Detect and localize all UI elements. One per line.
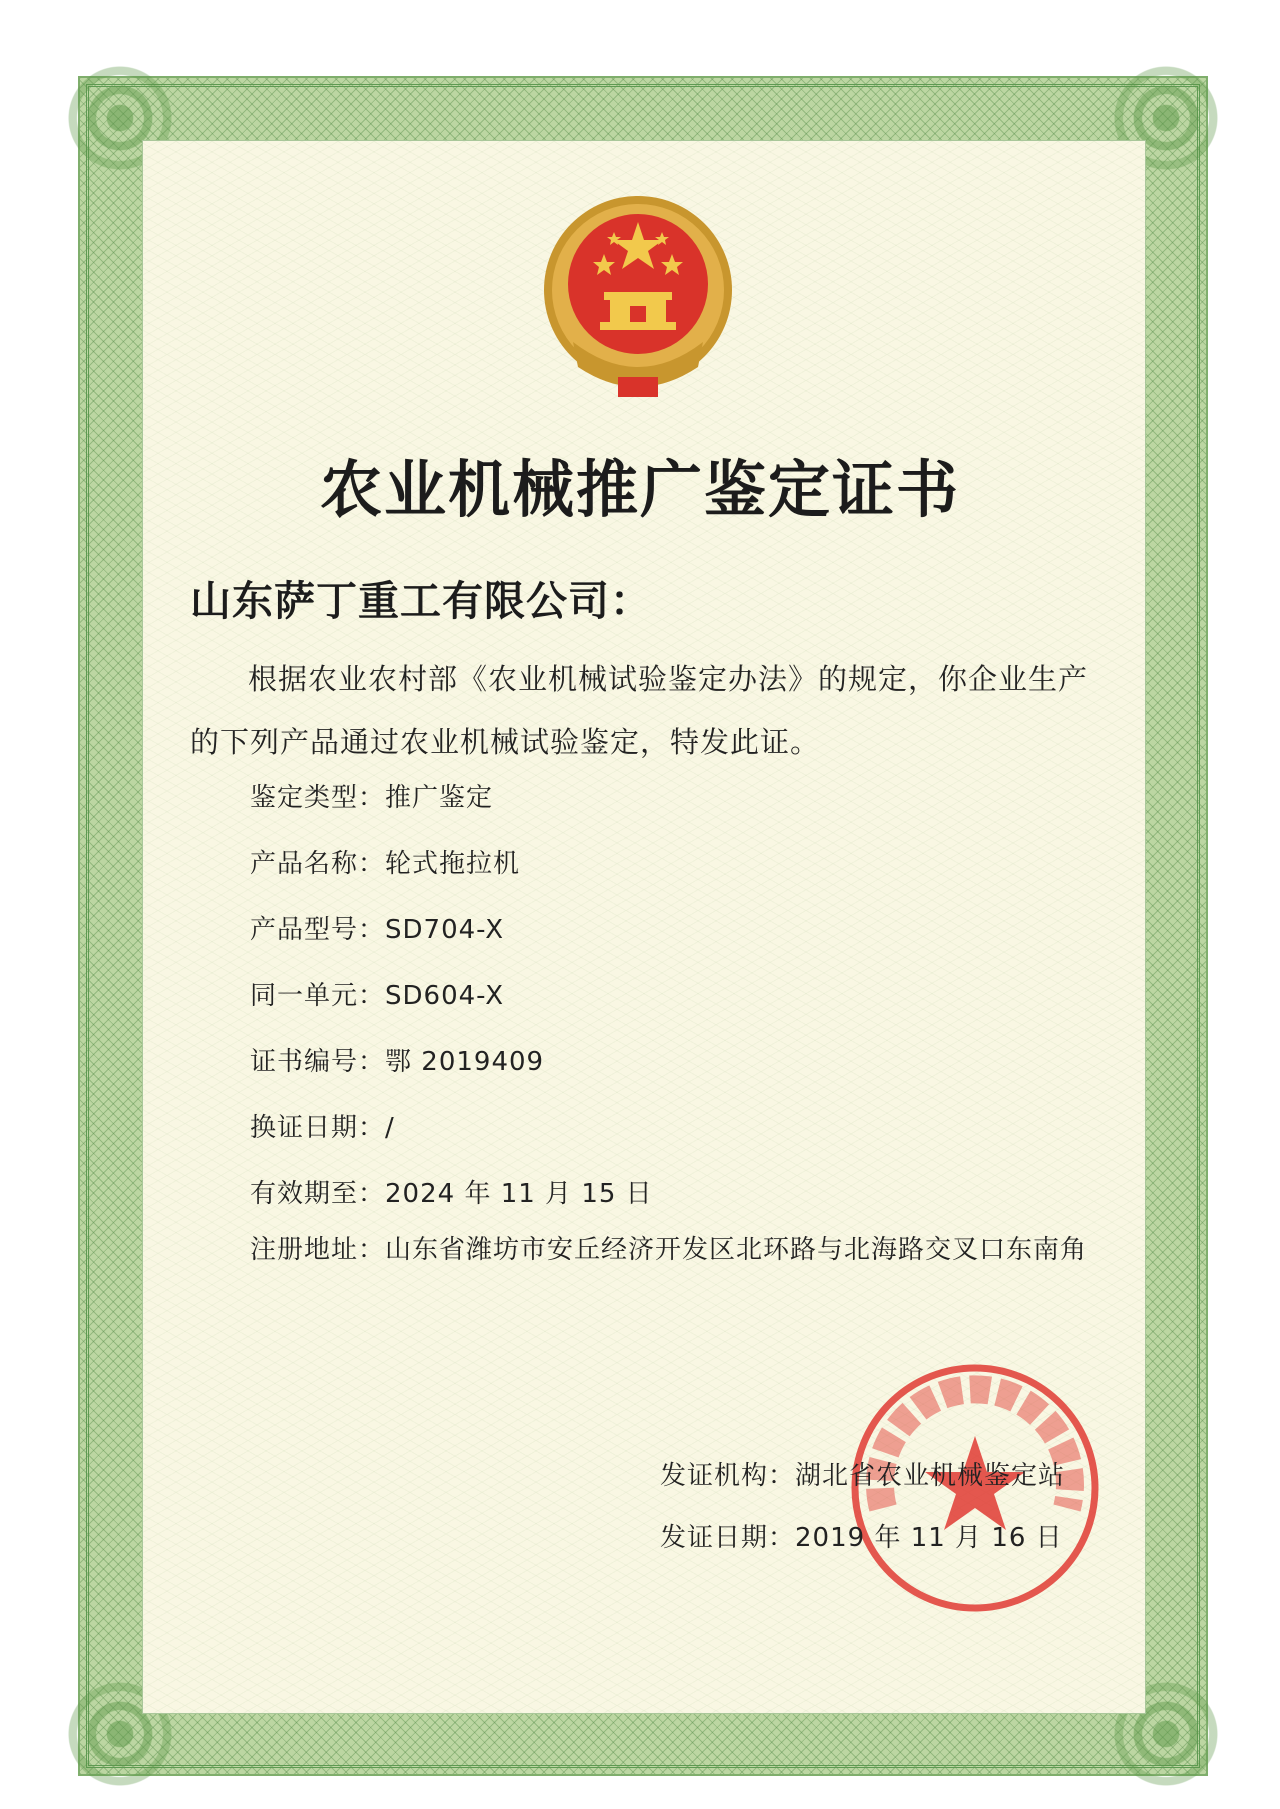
national-emblem-icon	[538, 192, 738, 407]
field-value: 2024 年 11 月 15 日	[385, 1179, 653, 1209]
field-value: 山东省潍坊市安丘经济开发区北环路与北海路交叉口东南角	[385, 1235, 1088, 1265]
field-renewal-date	[250, 1108, 1130, 1174]
field-label: 鉴定类型：	[250, 783, 386, 813]
issuing-authority	[660, 1455, 1065, 1492]
field-same-unit	[250, 976, 1130, 1042]
field-label: 产品名称：	[250, 849, 386, 879]
field-value: 推广鉴定	[385, 783, 494, 813]
page-title: 农业机械推广鉴定证书	[319, 453, 960, 526]
field-value: 轮式拖拉机	[385, 849, 521, 879]
issue-date	[660, 1517, 1063, 1554]
field-label: 产品型号：	[250, 915, 386, 945]
field-value: SD704-X	[385, 915, 505, 945]
recipient-company: 山东萨丁重工有限公司：	[190, 577, 652, 625]
issuer-label: 发证机构：	[660, 1461, 796, 1491]
field-registered-address	[190, 1223, 1090, 1278]
field-label: 换证日期：	[250, 1113, 386, 1143]
field-label: 有效期至：	[250, 1179, 386, 1209]
field-label: 注册地址：	[250, 1235, 386, 1265]
field-product-name	[250, 844, 1130, 910]
field-product-model	[250, 910, 1130, 976]
field-certificate-number	[250, 1042, 1130, 1108]
field-value: 鄂 2019409	[385, 1047, 545, 1077]
certificate-statement: 根据农业农村部《农业机械试验鉴定办法》的规定，你企业生产的下列产品通过农业机械试验鉴定，特发此证。	[190, 662, 1089, 759]
field-label: 同一单元：	[250, 981, 386, 1011]
certificate-fields	[250, 778, 1130, 1240]
issuer-value: 湖北省农业机械鉴定站	[795, 1461, 1066, 1491]
field-value: /	[385, 1113, 395, 1143]
field-label: 证书编号：	[250, 1047, 386, 1077]
issue-date-label: 发证日期：	[660, 1523, 796, 1553]
issue-date-value: 2019 年 11 月 16 日	[795, 1523, 1063, 1553]
field-value: SD604-X	[385, 981, 505, 1011]
field-appraisal-type	[250, 778, 1130, 844]
